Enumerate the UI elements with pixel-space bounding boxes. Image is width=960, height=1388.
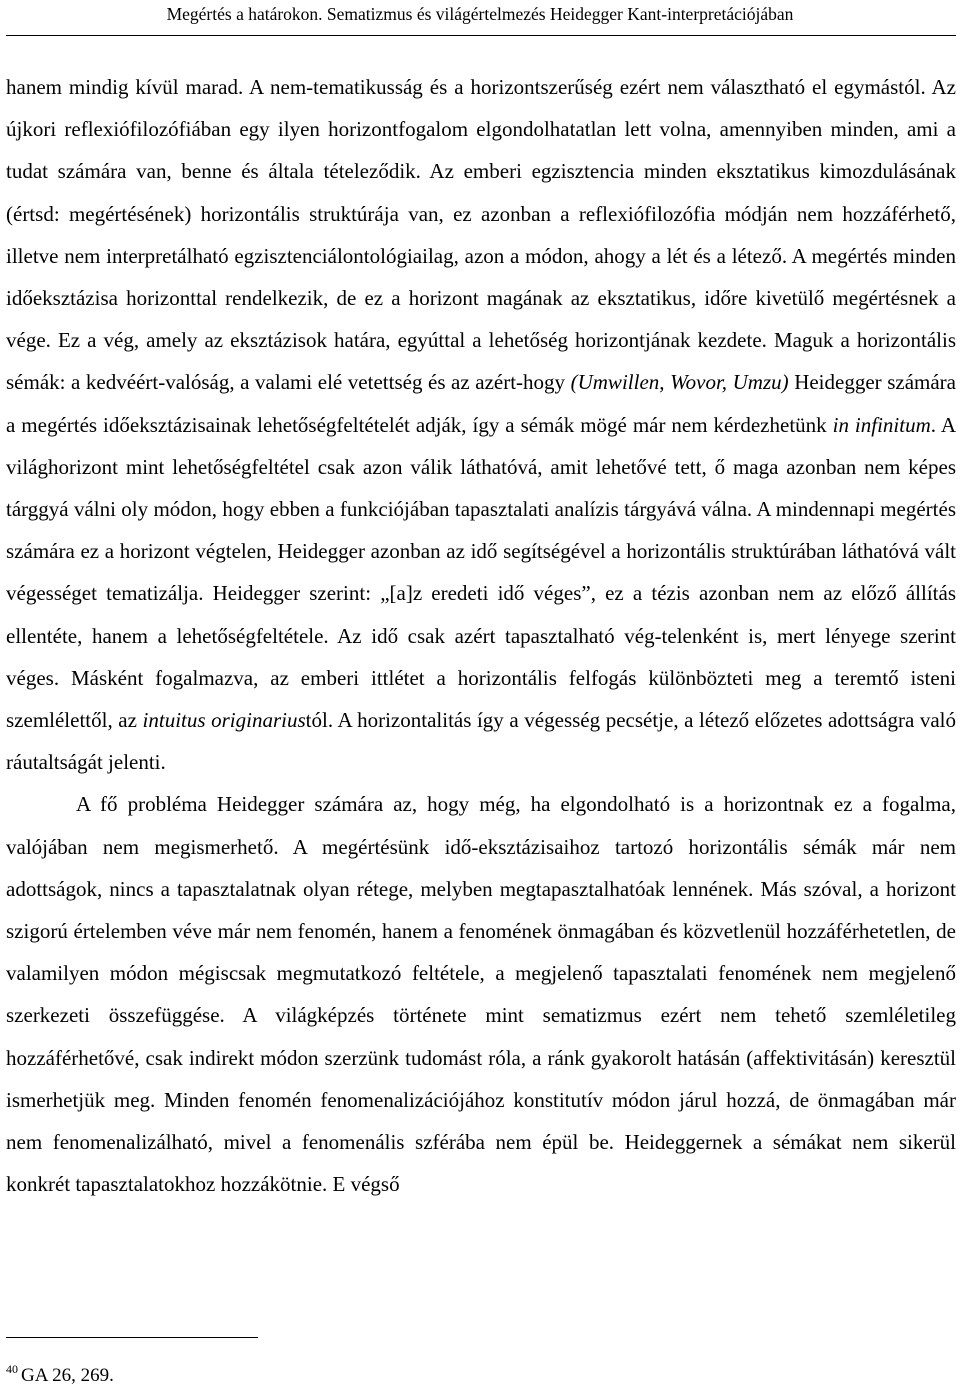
paragraph-1-text-4: tól. A horizontalitás így a végesség pecsétje, a létező előzetes adottságra való ráutaltságát jelenti. [6, 708, 957, 775]
paragraph-1-italic-intuitus-originarius: intuitus originarius [142, 708, 306, 733]
paragraph-2: A fő probléma Heidegger számára az, hogy még, ha elgondolható is a horizontnak ez a fogalma, valójában nem megismerhető. A megértésünk idő-eksztázisaihoz tartozó horizontális sémák már nem adottságok, nincs a tapasztalatnak olyan rétege, melyben megtapasztalhatóak lennének. Más szóval, a horizont szigorú értelemben véve már nem fenomén, hanem a fenomének önmagában és közvetlenül hozzáférhetetlen, de valamilyen módon mégiscsak megmutatkozó feltétele, a megjelenő tapasztalati fenomének nem megjelenő szerkezeti összefüggése. A világképzés története mint sematizmus ezért nem tehető szemléletileg hozzáférhetővé, csak indirekt módon szerzünk tudomást róla, a ránk gyakorolt hatásán (affektivitásán) keresztül ismerhetjük meg. Minden fenomén fenomenalizációjához konstitutív módon járul hozzá, de önmagában már nem fenomenalizálható, mivel a fenomenális szférába nem épül be. Heideggernek a sémákat nem sikerül konkrét tapasztalatokhoz hozzákötnie. E végső [6, 792, 956, 1197]
paragraph-1-text-1: hanem mindig kívül marad. A nem-tematikusság és a horizontszerűség ezért nem választható el egymástól. Az újkori reflexiófilozófiában egy ilyen horizontfogalom elgondolhatatlan lett volna, amennyiben minden, ami a tudat számára van, benne és általa tételeződik. Az emberi egzisztencia minden eksztatikus kimozdulásának (értsd: megértésének) horizontális struktúrája van, ez azonban a reflexiófilozófia módján nem hozzáférhető, illetve nem interpretálható egzisztenciálontológiailag, azon a módon, ahogy a lét és a létező. A megértés minden időeksztázisa horizonttal rendelkezik, de ez a horizont magának az eksztatikus, időre kivetülő megértésnek a vége. Ez a vég, amely az eksztázisok határa, egyúttal a lehetőség horizontjának kezdete. Maguk a horizontális sémák: a kedvéért-valóság, a valami elé vetettség és az azért-hogy [6, 75, 956, 395]
footnote-separator [6, 1337, 258, 1338]
paragraph-1-text-3: . A világhorizont mint lehetőségfeltétel csak azon válik láthatóvá, amit lehetővé tett, ő maga azonban nem képes tárggyá válni oly módon, hogy ebben a funkciójában tapasztalati analízis tárgyává válna. A mindennapi megértés számára ez a horizont végtelen, Heidegger azonban az idő segítségével a horizontális struktúrában láthatóvá vált végességet tematizálja. Heidegger szerint: „[a]z eredeti idő véges”, ez a tézis azonban nem az előző állítás ellentéte, hanem a lehetőségfeltétele. Az idő csak azért tapasztalható vég-telenként is, mert lényege szerint véges. Másként fogalmazva, az emberi ittlétet a horizontális felfogás különbözteti meg a teremtő isteni szemlélettől, az [6, 412, 956, 733]
body-text [6, 66, 956, 1205]
header-rule [6, 35, 956, 36]
paragraph-1-italic-in-infinitum: in infinitum [832, 412, 931, 437]
paragraph-1-text-2: Heidegger számára a megértés időeksztázisainak lehetőségfeltételét adják, így a sémák mögé már nem kérdezhetünk [6, 370, 956, 437]
paragraph-1 [6, 66, 956, 783]
footnote-number: 40 [6, 1362, 18, 1376]
footnote-text: GA 26, 269. [21, 1365, 114, 1386]
paragraph-1-italic-german-terms: (Umwillen, Wovor, Umzu) [570, 370, 789, 395]
footnote [6, 1358, 114, 1387]
running-header: Megértés a határokon. Sematizmus és világértelmezés Heidegger Kant-interpretációjában [166, 4, 794, 24]
